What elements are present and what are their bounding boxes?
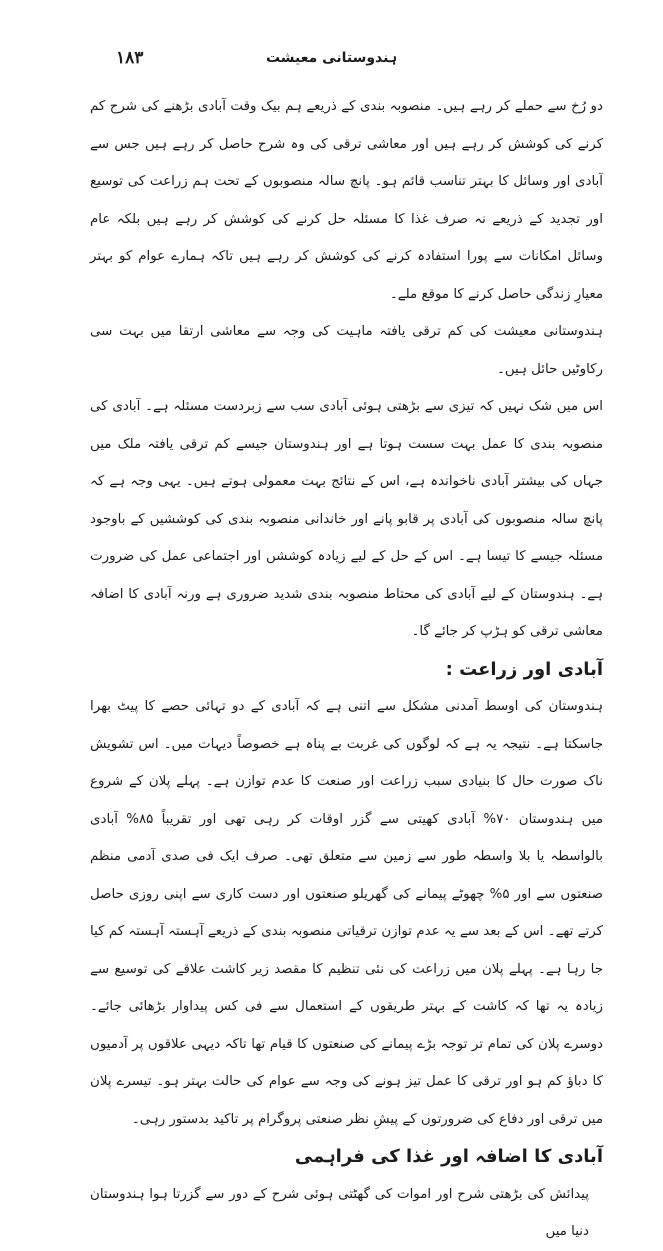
- page-number: ۱۸۳: [116, 48, 144, 68]
- paragraph: ہندوستانی معیشت کی کم ترقی یافتہ ماہیت کی وجہ سے معاشی ارتقا میں بہت سی رکاوٹیں حائل ہیں۔: [90, 324, 603, 377]
- paragraph: ہندوستان کی اوسط آمدنی مشکل سے اتنی ہے کہ آبادی کے دو تہائی حصے کا پیٹ بھرا جاسکتا ہے۔ نتیجہ یہ ہے کہ لوگوں کی غربت بے پناہ ہے خصوصاً دیہات میں۔ اس تشویش ناک صورت حال کا بنیادی سبب زراعت اور صنعت کا عدم توازن ہے۔ پہلے پلان کے شروع میں ہندوستان ۷۰% آبادی کھیتی سے گزر اوقات کر رہی تھی اور تقریباً ۸۵% آبادی بالواسطہ یا بلا واسطہ طور سے زمین سے متعلق تھی۔ صرف ایک فی صدی آدمی منظم صنعتوں سے اور ۵% چھوٹے پیمانے کی گھریلو صنعتوں اور دست کاری سے اپنی روزی حاصل کرتے تھے۔ اس کے بعد سے یہ عدم توازن ترقیاتی منصوبہ بندی کے ذریعے آہستہ آہستہ کم کیا جا رہا ہے۔ پہلے پلان میں زراعت کی نئی تنظیم کا مقصد زیر کاشت علاقے کی توسیع سے زیادہ یہ تھا کہ کاشت کے بہتر طریقوں کے استعمال سے فی کس پیداوار بڑھائی جائے۔ دوسرے پلان کی تمام تر توجہ بڑے پیمانے کی صنعتوں کا قیام تھا تاکہ دیہی علاقوں پر آدمیوں کا دباؤ کم ہو اور ترقی کا عمل تیز ہونے کی وجہ سے عوام کی حالت بہتر ہو۔ تیسرے پلان میں ترقی اور دفاع کی ضرورتوں کے پیشِ نظر صنعتی پروگرام پر تاکید بدستور رہی۔: [90, 699, 604, 1127]
- section-heading: آبادی اور زراعت :: [445, 658, 603, 680]
- paragraph: پیدائش کی بڑھتی شرح اور اموات کی گھٹتی ہوئی شرح کے دور سے گزرتا ہوا ہندوستان دنیا میں: [90, 1186, 589, 1239]
- running-title: ہندوستانی معیشت: [265, 50, 398, 66]
- paragraph: اس میں شک نہیں کہ تیزی سے بڑھتی ہوئی آبادی سب سے زبردست مسئلہ ہے۔ آبادی کی منصوبہ بندی کا عمل بہت سست ہوتا ہے اور ہندوستان جیسے کم ترقی یافتہ ملک میں جہاں کی بیشتر آبادی ناخواندہ ہے، اس کے نتائج بہت معمولی ہوتے ہیں۔ یہی وجہ ہے کہ پانچ سالہ منصوبوں کی آبادی پر قابو پانے اور خاندانی منصوبہ بندی کی کوششیں کے باوجود مسئلہ جیسے کا تیسا ہے۔ اس کے حل کے لیے زیادہ کوششں اور اجتماعی عمل کی ضرورت ہے۔ ہندوستان کے لیے آبادی کی محتاط منصوبہ بندی شدید ضروری ہے ورنہ آبادی کا اضافہ معاشی ترقی کو ہڑپ کر جائے گا۔: [90, 399, 603, 639]
- section-heading: آبادی کا اضافہ اور غذا کی فراہمی: [294, 1146, 603, 1167]
- page-header: [0, 48, 663, 76]
- paragraph: دو رُخ سے حملے کر رہے ہیں۔ منصوبہ بندی کے ذریعے ہم بیک وقت آبادی بڑھنے کی شرح کم کرنے کی کوشش کر رہے ہیں اور معاشی ترقی کی وہ شرح حاصل کر رہے ہیں جس سے آبادی اور وسائل کا بہتر تناسب قائم ہو۔ پانچ سالہ منصوبوں کے تحت ہم زراعت کی توسیع اور تجدید کے ذریعے نہ صرف غذا کا مسئلہ حل کرنے کی کوشش کر رہے ہیں بلکہ عام وسائل امکانات سے پورا استفادہ کرنے کی کوشش کر رہے ہیں تاکہ ہمارے عوام کو بہتر معیارِ زندگی حاصل کرنے کا موقع ملے۔: [90, 99, 603, 302]
- body-text: [90, 88, 603, 1251]
